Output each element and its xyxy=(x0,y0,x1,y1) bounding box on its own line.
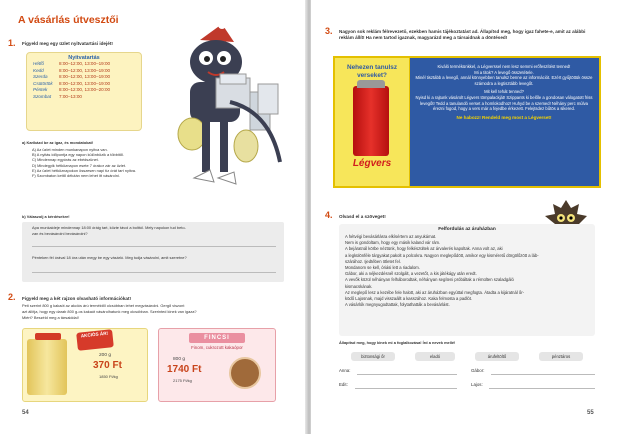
name-label-gabor: Gábor: xyxy=(471,368,485,373)
question-1a-lead: a) Karikázd be az igaz, és mondatokat! xyxy=(22,140,94,145)
ad-brand: Légvers xyxy=(352,158,392,169)
ad-body xyxy=(415,64,593,120)
question-4-number: 4. xyxy=(325,210,333,220)
story-line: szárához. Ijedtében ötletet fel. xyxy=(345,258,401,264)
ad-headline: Nehezen tanulsz verseket? xyxy=(346,64,398,79)
name-label-anna: Anna: xyxy=(339,368,351,373)
hours-row xyxy=(27,94,141,101)
story-box xyxy=(339,224,595,336)
opening-hours-card xyxy=(26,52,142,131)
product-2-grams: 800 g xyxy=(173,357,186,362)
ad-paragraph-2: Mi a titok? A levegő összetétele. xyxy=(474,69,534,75)
statement-d[interactable]: D) Mindegyik hétköznapon esete 7 órakor zár az üzlet. xyxy=(32,162,127,168)
ad-left-panel xyxy=(335,58,410,186)
name-label-edit: Edit: xyxy=(339,382,348,387)
opening-hours-heading: Nyitvatartás xyxy=(68,55,100,61)
sale-badge: AKCIÓS ÁR! xyxy=(76,329,114,351)
product-1-grams: 200 g xyxy=(99,353,112,358)
answer-line-edit[interactable] xyxy=(355,388,457,389)
time-label: 8:00–12:00, 13:00–19:00 xyxy=(59,61,111,66)
story-line: A vevők közül néhányan felháborodtak, néhányan segíteni próbáltak a rémülten szaladgáló xyxy=(345,277,514,283)
time-label: 8:00–12:00, 13:00–19:00 xyxy=(59,67,111,73)
product-1-price: 370 Ft xyxy=(93,360,122,371)
question-4b-text: Állapítsd meg, hogy kinek mi a foglalkozása! Írd a nevek mellé! xyxy=(339,340,456,345)
question-2-sub3: Miért? Beszéld meg a társaiddal! xyxy=(22,315,79,320)
can-nozzle-icon xyxy=(357,80,385,88)
question-1b-lead: b) Válaszolj a kérdésekre! xyxy=(22,214,70,219)
hours-row xyxy=(27,61,141,68)
statement-e[interactable]: E) Az üzlet hétköznapokon összesen napi tíz órát tart nyitva. xyxy=(32,167,137,173)
product-1-unit-price: 1850 Ft/kg xyxy=(99,374,118,379)
product-card-2 xyxy=(158,328,276,402)
story-line: A vásárlók megnyugodtattak, folytathatták a bevásárlást. xyxy=(345,302,450,308)
story-line: Mondanom se kell, óriási lett a riadalom. xyxy=(345,265,420,271)
ad-paragraph-4: Mit kell tehát tenned? xyxy=(484,89,524,95)
job-chip-cashier[interactable]: pénztáros xyxy=(539,352,583,361)
page-number: 55 xyxy=(587,410,594,416)
hours-row xyxy=(27,81,141,88)
name-label-lajos: Lajos: xyxy=(471,382,483,387)
story-line: A bejáratnál körbe néztünk, hogy felkészültek az árvalerés kapoltak. Anna volt az, aki xyxy=(345,246,503,252)
question-2-number: 2. xyxy=(8,292,16,302)
page-number: 54 xyxy=(22,410,29,416)
day-label: Kedd xyxy=(33,67,44,73)
product-2-brand: FINCSI xyxy=(189,333,245,343)
tin-lid-icon xyxy=(35,333,61,340)
story-line: kismacskának. xyxy=(345,283,373,289)
day-label: Csütörtök xyxy=(33,80,53,86)
time-label: 8:00–12:00, 13:00–20:00 xyxy=(59,87,111,93)
legvers-advertisement xyxy=(333,56,601,188)
question-2-text: Figyeld meg a két rajzon olvasható információkat! xyxy=(22,296,132,301)
question-2-sub1: Peti szerint 800 g kakaót az akciós árú terméktől olcsóbban lehet megvásárolni. Gergő viszont xyxy=(22,303,185,308)
statement-c[interactable]: C) Mindennap egyórás az ebédszünet. xyxy=(32,157,99,163)
question-1-text: Figyeld meg egy üzlet nyitvatartási idejét! xyxy=(22,41,113,46)
job-chip-stocker[interactable]: árufeltöltő xyxy=(475,352,519,361)
cocoa-bowl-icon xyxy=(229,357,261,389)
answer-line[interactable] xyxy=(32,246,276,247)
question-1b-text2: Pénteken fél órával 18 óra után megy be egy vásárló. Meg tudja vásárolni, amit szeretne? xyxy=(32,255,187,260)
day-label: Hétfő xyxy=(33,61,44,66)
time-label: 8:00–12:00, 13:00–19:00 xyxy=(59,74,111,80)
day-label: Péntek xyxy=(33,87,48,93)
story-title: Felfordulás az áruházban xyxy=(438,227,496,232)
product-card-1 xyxy=(22,328,148,402)
ad-paragraph-3: Minél tisztább a levegő, annál könnyebben tanulsz benne az információt. Ezért gyűjtöttük össze számodra a legtisztább levegőt. xyxy=(415,75,593,86)
page-title: A vásárlás útvesztői xyxy=(18,14,119,26)
story-line: A hétvégi bevásárlásra elkísértem az anyukámat. xyxy=(345,234,437,239)
product-2-unit-price: 2175 Ft/kg xyxy=(173,378,192,383)
ad-paragraph-5: Nyisd ki a rajtunk vásárolt Légvers tömpalackját! Szippants ki belőle a gondosan válogatott friss levegőt! Tedd a tanulandó verset a homlokodhoz! Huhyd be a szemed! Néhány perc múlva érezni fogod, hogy a vers már a fejedbe érkezett. Felejtsdez bűtös a sikered. xyxy=(415,94,593,112)
answer-line-anna[interactable] xyxy=(357,374,457,375)
answer-line[interactable] xyxy=(32,272,276,273)
answer-box xyxy=(22,222,284,282)
question-4-text: Olvasd el a szöveget! xyxy=(339,214,386,219)
question-1a-items xyxy=(32,147,212,178)
product-2-subtitle: Finom, cukrozott kakaópor xyxy=(191,345,243,350)
question-1b-text1: Apa munkaideje mindennap 18:00 óráig tart, közte távol a bolttól. Mely napokon tud beto- xyxy=(32,225,186,230)
story-line: a legkülönféle tárgyakat pakolt a polcokra. Nagyon meglepődött, amikor egy kisméretű dörgölőzött a láb- xyxy=(345,252,539,258)
time-label: 7:00–13:00 xyxy=(59,93,82,99)
question-3-number: 3. xyxy=(325,26,333,36)
ad-paragraph-1: Kiváló termékünkkel, a Légverssel nem lesz semmi erőfeszítést tenned! xyxy=(437,64,571,69)
story-line: Az meglepő lesz a kezébe fele halott, aki az áruházban egyúttal megfogta. Átadta a kijáratnál őr- xyxy=(345,289,525,295)
statement-b[interactable]: B) A nyitás időpontja egy napon különbözik a többitől. xyxy=(32,152,124,158)
hours-row xyxy=(27,68,141,75)
page-54 xyxy=(0,0,307,434)
product-2-price: 1740 Ft xyxy=(167,364,202,375)
story-line: Nem is gondoltam, hogy egy másik kaland vár rám. xyxy=(345,240,441,246)
cocoa-tin-icon xyxy=(27,339,67,395)
hours-row xyxy=(27,74,141,81)
answer-line-gabor[interactable] xyxy=(491,374,595,375)
question-1b-text1b: zan és bevásárolni bevásárolni? xyxy=(32,231,88,236)
ad-call-to-action: Ne habozz! Rendeld meg most a Légverset! xyxy=(456,114,552,120)
page-55 xyxy=(311,0,619,434)
question-1-number: 1. xyxy=(8,38,16,48)
job-chip-security[interactable]: biztonsági őr xyxy=(351,352,395,361)
story-line: ködő Lajosnak, majd visszaállt a kasszához. Kaka felmosta a padlót. xyxy=(345,296,473,302)
story-line: Gábor, aki a néjkezdésnél szolgált, a vezetőt, a kis játékágy után eredt. xyxy=(345,271,477,277)
statement-f[interactable]: F) Szombaton kettő délután nem lehet itt vásárolni. xyxy=(32,173,120,179)
statement-a[interactable]: A) Az üzlet minden munkanapon nyitva van. xyxy=(32,147,108,152)
job-chip-seller[interactable]: eladó xyxy=(415,352,455,361)
question-3-text: Nagyon sok reklám félrevezető, ezekben hamis tájékoztatást ad. Állapítsd meg, hogy igaz fahete-e, amit az alábbi reklám állít! Ha nem tartod igaznak, magyarázd meg a társaidnak a döntésed! xyxy=(339,29,586,40)
question-2-sub2: azt állítja, hogy egy darab 800 g-os kakaót vásárolhatunk meg olcsóbban. Szerinted kinek van igaza? xyxy=(22,309,197,314)
spray-can-icon xyxy=(353,86,389,156)
day-label: Szombat xyxy=(33,93,52,99)
story-text xyxy=(339,232,595,310)
answer-line-lajos[interactable] xyxy=(489,388,595,389)
day-label: Szerda xyxy=(33,74,48,80)
hours-row xyxy=(27,87,141,94)
time-label: 8:00–12:00, 13:00–19:00 xyxy=(59,80,111,86)
